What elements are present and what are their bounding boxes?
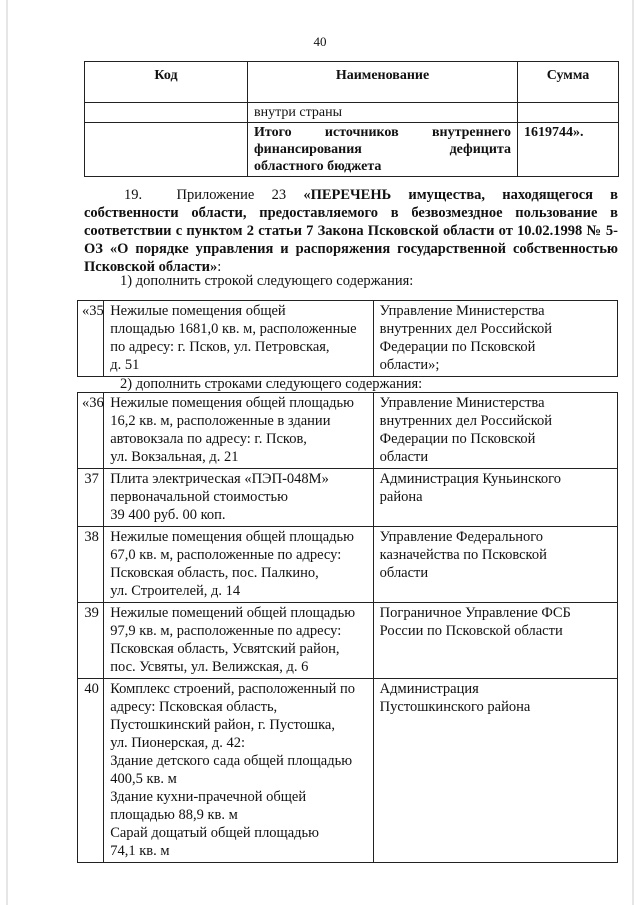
row-organization bbox=[373, 527, 617, 603]
cell-name bbox=[248, 103, 518, 123]
row-description bbox=[104, 679, 373, 863]
cell-line: ул. Вокзальная, д. 21 bbox=[110, 449, 239, 465]
cell-sum bbox=[518, 103, 619, 123]
cell-line: по адресу: г. Псков, ул. Петровская, bbox=[110, 339, 330, 355]
table-row bbox=[85, 123, 619, 177]
cell-line: области»; bbox=[379, 357, 440, 373]
row-organization bbox=[373, 301, 617, 377]
cell-line: площадью 88,9 кв. м bbox=[110, 807, 238, 823]
cell-line: Пустошкинский район, г. Пустошка, bbox=[110, 717, 335, 733]
row-number: «36 bbox=[78, 393, 104, 469]
items-table-2 bbox=[77, 392, 618, 863]
cell-line: Нежилые помещения общей площадью bbox=[110, 529, 354, 545]
paragraph-tail: : bbox=[217, 259, 222, 275]
cell-line: внутренних дел Российской bbox=[379, 321, 553, 337]
cell-line: 97,9 кв. м, расположенные по адресу: bbox=[110, 623, 342, 639]
row-organization bbox=[373, 603, 617, 679]
cell-line: Плита электрическая «ПЭП-048М» bbox=[110, 471, 329, 487]
cell-line: Управление Министерства bbox=[379, 303, 545, 319]
row-description bbox=[104, 393, 373, 469]
cell-line: России по Псковской области bbox=[379, 623, 563, 639]
cell-line: пос. Усвяты, ул. Велижская, д. 6 bbox=[110, 659, 309, 675]
cell-line: 74,1 кв. м bbox=[110, 843, 170, 859]
paragraph-lead: Приложение 23 bbox=[176, 187, 287, 203]
cell-line: 16,2 кв. м, расположенные в здании bbox=[110, 413, 331, 429]
subclause-1: 1) дополнить строкой следующего содержания: bbox=[120, 273, 414, 289]
row-number: 40 bbox=[78, 679, 104, 863]
cell-line: Нежилые помещений общей площадью bbox=[110, 605, 356, 621]
cell-line: Пустошкинского района bbox=[379, 699, 531, 715]
cell-line: д. 51 bbox=[110, 357, 140, 373]
cell-line: Здание детского сада общей площадью bbox=[110, 753, 353, 769]
cell-line: казначейства по Псковской bbox=[379, 547, 547, 563]
cell-line: Пограничное Управление ФСБ bbox=[379, 605, 571, 621]
cell-line: Комплекс строений, расположенный по bbox=[110, 681, 356, 697]
cell-line: внутри страны bbox=[254, 105, 342, 120]
cell-line: 400,5 кв. м bbox=[110, 771, 177, 787]
table-row bbox=[78, 469, 618, 527]
row-description bbox=[104, 527, 373, 603]
cell-line: финансирования дефицита bbox=[254, 142, 511, 157]
cell-line: Псковская область, пос. Палкино, bbox=[110, 565, 319, 581]
table-row bbox=[85, 103, 619, 123]
cell-line: внутренних дел Российской bbox=[379, 413, 553, 429]
cell-line: Управление Федерального bbox=[379, 529, 544, 545]
budget-table bbox=[84, 61, 619, 177]
header-name: Наименование bbox=[248, 62, 518, 103]
row-organization bbox=[373, 679, 617, 863]
header-code: Код bbox=[85, 62, 248, 103]
cell-line: Администрация bbox=[379, 681, 479, 697]
table-header-row bbox=[85, 62, 619, 103]
cell-line: автовокзала по адресу: г. Псков, bbox=[110, 431, 307, 447]
table-row bbox=[78, 527, 618, 603]
cell-line: ул. Строителей, д. 14 bbox=[110, 583, 241, 599]
row-number: 38 bbox=[78, 527, 104, 603]
scan-edge-right bbox=[632, 0, 634, 905]
cell-line: площадью 1681,0 кв. м, расположенные bbox=[110, 321, 357, 337]
cell-code bbox=[85, 123, 248, 177]
cell-line: 39 400 руб. 00 коп. bbox=[110, 507, 226, 523]
cell-line: Здание кухни-прачечной общей bbox=[110, 789, 307, 805]
cell-line: Федерации по Псковской bbox=[379, 339, 536, 355]
paragraph-text bbox=[84, 186, 618, 276]
cell-line: области bbox=[379, 449, 429, 465]
cell-line: Псковская область, Усвятский район, bbox=[110, 641, 340, 657]
row-description bbox=[104, 603, 373, 679]
paragraph-bold-title: «ПЕРЕЧЕНЬ имущества, находящегося в собственности области, предоставляемого в безвозмездное пользование в соответствии с пунктом 2 статьи 7 Закона Псковской области от 10.02.1998 № 5-ОЗ «О порядке управления и распоряжения государственной собственностью Псковской области» bbox=[84, 187, 619, 275]
row-number: 37 bbox=[78, 469, 104, 527]
items-table-1 bbox=[77, 300, 618, 377]
page-number: 40 bbox=[313, 34, 327, 49]
cell-name bbox=[248, 123, 518, 177]
row-description bbox=[104, 469, 373, 527]
cell-line: Сарай дощатый общей площадью bbox=[110, 825, 319, 841]
paragraph-19 bbox=[84, 186, 618, 276]
header-sum: Сумма bbox=[518, 62, 619, 103]
cell-line: Итого источников внутреннего bbox=[254, 125, 511, 140]
subclause-2: 2) дополнить строками следующего содержания: bbox=[120, 376, 423, 392]
table-row bbox=[78, 679, 618, 863]
cell-line: района bbox=[379, 489, 423, 505]
cell-line: Нежилые помещения общей площадью bbox=[110, 395, 354, 411]
table-row bbox=[78, 603, 618, 679]
cell-line: Управление Министерства bbox=[379, 395, 545, 411]
cell-sum: 1619744». bbox=[518, 123, 619, 177]
cell-line: адресу: Псковская область, bbox=[110, 699, 278, 715]
cell-code bbox=[85, 103, 248, 123]
row-organization bbox=[373, 469, 617, 527]
row-number: 39 bbox=[78, 603, 104, 679]
row-description bbox=[104, 301, 373, 377]
table-row bbox=[78, 393, 618, 469]
cell-line: областного бюджета bbox=[254, 159, 382, 174]
row-number: «35 bbox=[78, 301, 104, 377]
paragraph-number: 19. bbox=[124, 187, 143, 203]
cell-line: первоначальной стоимостью bbox=[110, 489, 288, 505]
cell-line: ул. Пионерская, д. 42: bbox=[110, 735, 246, 751]
row-organization bbox=[373, 393, 617, 469]
cell-line: области bbox=[379, 565, 429, 581]
table-row bbox=[78, 301, 618, 377]
cell-line: Федерации по Псковской bbox=[379, 431, 536, 447]
cell-line: 67,0 кв. м, расположенные по адресу: bbox=[110, 547, 342, 563]
scan-edge-left bbox=[6, 0, 8, 905]
cell-line: Администрация Куньинского bbox=[379, 471, 561, 487]
cell-line: Нежилые помещения общей bbox=[110, 303, 286, 319]
